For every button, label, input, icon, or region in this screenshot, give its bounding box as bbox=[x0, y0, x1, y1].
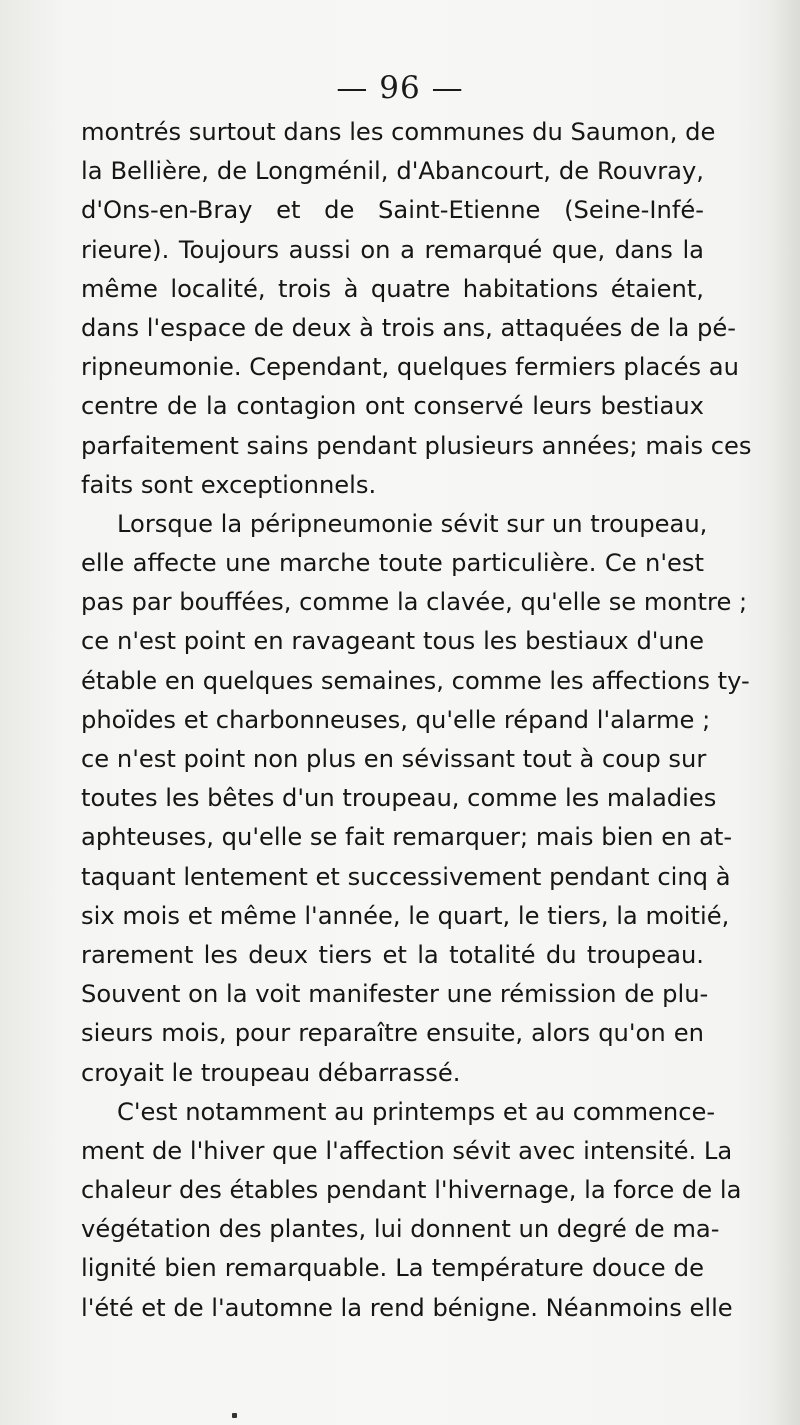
text-line: C'est notamment au printemps et au commence- bbox=[117, 1097, 716, 1126]
text-line: rieure). Toujours aussi on a remarqué que, dans la bbox=[81, 235, 704, 264]
text-line: aphteuses, qu'elle se fait remarquer; mais bien en at- bbox=[81, 823, 733, 852]
text-line: rarement les deux tiers et la totalité du troupeau. bbox=[81, 940, 704, 969]
text-line: ce n'est point en ravageant tous les bestiaux d'une bbox=[81, 627, 704, 656]
text-line: lignité bien remarquable. La température douce de bbox=[81, 1254, 704, 1283]
text-line: six mois et même l'année, le quart, le tiers, la moitié, bbox=[81, 901, 730, 930]
text-line: parfaitement sains pendant plusieurs années; mais ces bbox=[81, 431, 752, 460]
text-line: Lorsque la péripneumonie sévit sur un troupeau, bbox=[117, 509, 708, 538]
text-line: toutes les bêtes d'un troupeau, comme les maladies bbox=[81, 784, 717, 813]
text-line: même localité, trois à quatre habitations étaient, bbox=[81, 274, 704, 303]
text-line: la Bellière, de Longménil, d'Abancourt, de Rouvray, bbox=[81, 157, 704, 186]
text-line: pas par bouffées, comme la clavée, qu'elle se montre ; bbox=[81, 588, 748, 617]
text-line: l'été et de l'automne la rend bénigne. Néanmoins elle bbox=[81, 1293, 733, 1322]
text-line: elle affecte une marche toute particulière. Ce n'est bbox=[81, 549, 704, 578]
text-line: montrés surtout dans les communes du Saumon, de bbox=[81, 118, 716, 146]
text-line: végétation des plantes, lui donnent un degré de ma- bbox=[81, 1215, 720, 1244]
text-line: phoïdes et charbonneuses, qu'elle répand l'alarme ; bbox=[81, 705, 711, 734]
text-line: taquant lentement et successivement pendant cinq à bbox=[81, 862, 731, 891]
text-line: sieurs mois, pour reparaître ensuite, alors qu'on en bbox=[81, 1019, 704, 1048]
text-line: ment de l'hiver que l'affection sévit avec intensité. La bbox=[81, 1136, 733, 1165]
page-edge-shadow bbox=[770, 0, 800, 1425]
text-line: ce n'est point non plus en sévissant tout à coup sur bbox=[81, 745, 707, 773]
text-line: d'Ons-en-Bray et de Saint-Etienne (Seine-Infé- bbox=[81, 196, 704, 225]
text-line: ripneumonie. Cependant, quelques fermiers placés au bbox=[81, 353, 739, 382]
text-line: chaleur des étables pendant l'hivernage, la force de la bbox=[81, 1176, 742, 1205]
text-line: croyait le troupeau débarrassé. bbox=[81, 1058, 461, 1087]
page-number: — 96 — bbox=[336, 70, 464, 106]
body-text bbox=[81, 113, 752, 1328]
text-line: centre de la contagion ont conservé leurs bestiaux bbox=[81, 392, 704, 421]
text-line: Souvent on la voit manifester une rémission de plu- bbox=[81, 980, 709, 1009]
ink-speck bbox=[232, 1413, 237, 1418]
text-line: dans l'espace de deux à trois ans, attaquées de la pé- bbox=[81, 313, 736, 342]
text-line: faits sont exceptionnels. bbox=[81, 470, 377, 499]
text-line: étable en quelques semaines, comme les affections ty- bbox=[81, 666, 750, 695]
